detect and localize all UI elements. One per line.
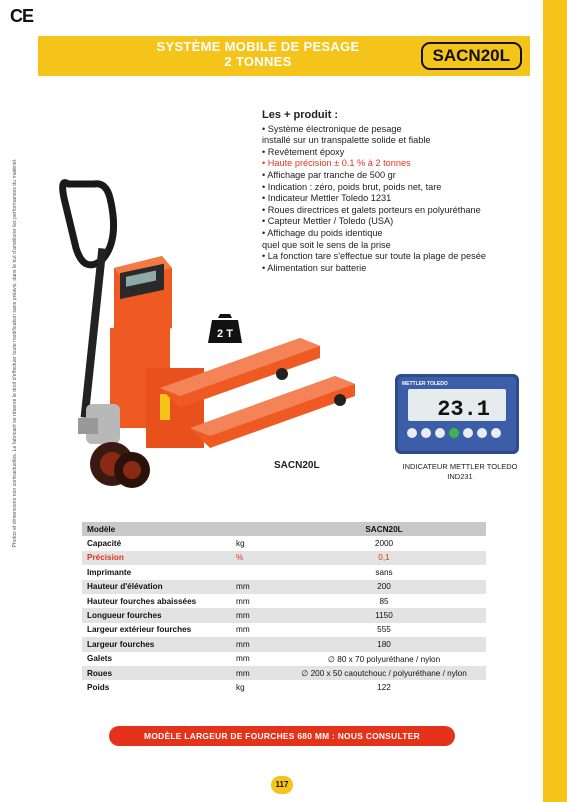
feature-item: • Affichage du poids identique xyxy=(262,227,383,238)
spec-row xyxy=(82,580,486,594)
spec-unit: kg xyxy=(236,539,245,549)
spec-label: Largeur extérieur fourches xyxy=(87,625,192,635)
spec-unit xyxy=(222,522,282,536)
spec-label: Galets xyxy=(87,654,113,664)
model-badge: SACN20L xyxy=(421,42,522,70)
spec-label: Hauteur d'élévation xyxy=(82,580,222,594)
title-line-1: SYSTÈME MOBILE DE PESAGE xyxy=(156,39,360,54)
spec-unit: % xyxy=(222,551,282,565)
title-band xyxy=(38,36,530,76)
spec-value: ∅ 80 x 70 polyuréthane / nylon xyxy=(327,654,441,664)
spec-label: Roues xyxy=(82,666,222,680)
spec-value: 555 xyxy=(377,625,391,635)
model-caption: SACN20L xyxy=(274,460,320,471)
indicator-caption xyxy=(380,462,540,482)
spec-row xyxy=(82,666,486,680)
spec-unit: mm xyxy=(222,580,282,594)
spec-label: Capacité xyxy=(87,539,122,549)
spec-unit xyxy=(222,565,282,579)
spec-unit: mm xyxy=(222,666,282,680)
feature-item: • Alimentation sur batterie xyxy=(262,262,367,273)
feature-item: • La fonction tare s'effectue sur toute la plage de pesée xyxy=(262,251,486,262)
spec-value: 122 xyxy=(377,682,391,692)
spec-row xyxy=(82,565,486,579)
feature-item: installé sur un transpalette solide et fiable xyxy=(262,135,431,146)
page-title xyxy=(108,39,408,69)
spec-value: 1150 xyxy=(282,608,486,622)
side-disclaimer xyxy=(5,120,18,600)
spec-row xyxy=(82,536,486,550)
ce-mark: CE xyxy=(10,6,34,26)
feature-item: • Revêtement époxy xyxy=(262,146,345,157)
feature-item: • Indicateur Mettler Toledo 1231 xyxy=(262,193,392,204)
features-title: Les + produit : xyxy=(262,109,339,121)
spec-row xyxy=(82,551,486,565)
pallet-truck-image xyxy=(50,178,360,493)
spec-row xyxy=(82,652,486,666)
spec-value: 85 xyxy=(379,596,389,606)
feature-item: • Affichage par tranche de 500 gr xyxy=(262,169,396,180)
indicator-display: 23.1 xyxy=(437,397,490,422)
spec-row xyxy=(82,637,486,651)
indicator-caption-line-2: IND231 xyxy=(447,472,473,481)
spec-row xyxy=(82,594,486,608)
indicator-caption-line-1: INDICATEUR METTLER TOLEDO xyxy=(402,462,518,471)
weight-icon xyxy=(206,312,244,344)
spec-unit: kg xyxy=(236,682,245,692)
spec-unit: mm xyxy=(236,625,250,635)
page-number: 117 xyxy=(271,776,293,794)
spec-value: 200 xyxy=(282,580,486,594)
feature-item: • Système électronique de pesage xyxy=(262,123,402,134)
side-disclaimer-text: Photos et dimensions non contractuelles. Le fabricant se réserve le droit d'effectuer toute modification sans préavis, dans le but d'améliorer les performances du matériel. xyxy=(12,158,18,548)
indicator-brand: METTLER TOLEDO xyxy=(402,381,448,387)
spec-unit: mm xyxy=(236,596,250,606)
feature-item: • Roues directrices et galets porteurs en polyuréthane xyxy=(262,204,481,215)
spec-value: sans xyxy=(375,567,393,577)
spec-unit: mm xyxy=(222,608,282,622)
spec-unit: mm xyxy=(222,637,282,651)
right-yellow-strip xyxy=(543,0,567,802)
spec-label: Hauteur fourches abaissées xyxy=(87,596,197,606)
feature-item: • Haute précision ± 0.1 % à 2 tonnes xyxy=(262,158,411,169)
spec-label: Largeur fourches xyxy=(82,637,222,651)
indicator-image xyxy=(394,373,520,455)
feature-item: • Capteur Mettler / Toledo (USA) xyxy=(262,216,394,227)
spec-row xyxy=(82,522,486,536)
spec-label: Longueur fourches xyxy=(82,608,222,622)
spec-label: Précision xyxy=(82,551,222,565)
consult-banner: MODÈLE LARGEUR DE FOURCHES 680 MM : NOUS CONSULTER xyxy=(109,726,455,746)
spec-table xyxy=(82,522,486,695)
spec-value: 180 xyxy=(282,637,486,651)
feature-item: • Indication : zéro, poids brut, poids net, tare xyxy=(262,181,442,192)
spec-row xyxy=(82,623,486,637)
title-line-2: 2 TONNES xyxy=(224,54,292,69)
spec-value: SACN20L xyxy=(282,522,486,536)
weight-label: 2 T xyxy=(217,328,233,340)
spec-label: Modèle xyxy=(82,522,222,536)
spec-row xyxy=(82,680,486,694)
feature-item: quel que soit le sens de la prise xyxy=(262,239,391,250)
spec-label: Poids xyxy=(87,682,110,692)
spec-row xyxy=(82,608,486,622)
spec-value: 0,1 xyxy=(282,551,486,565)
spec-unit: mm xyxy=(236,654,250,664)
spec-value: 2000 xyxy=(374,539,394,549)
spec-value: ∅ 200 x 50 caoutchouc / polyuréthane / nylon xyxy=(282,666,486,680)
spec-label: Imprimante xyxy=(87,567,132,577)
